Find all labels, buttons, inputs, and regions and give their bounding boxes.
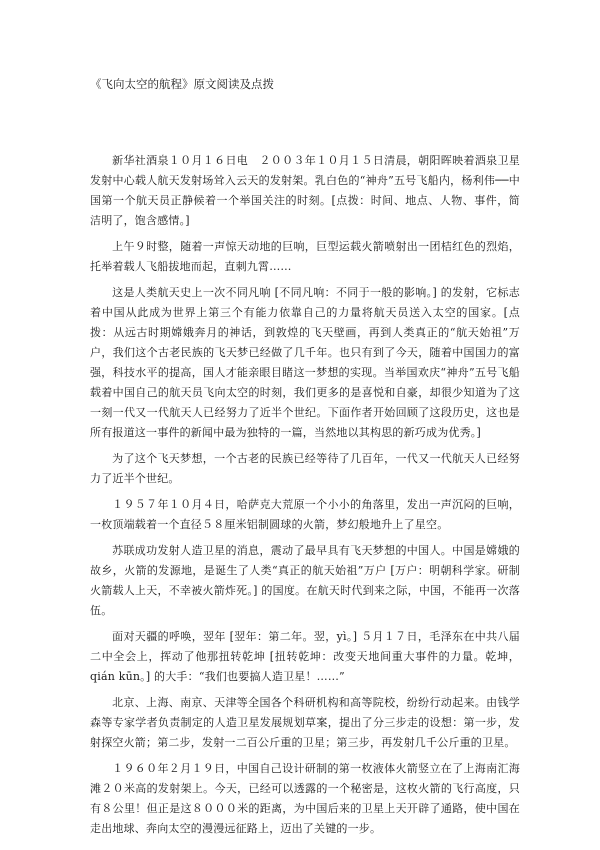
paragraph-text: １９６０年２月１９日，中国自己设计研制的第一枚液体火箭竖立在了上海南汇海滩２０米高的发射架上。今天，已经可以透露的一个秘密是，这枚火箭的飞行高度，只有８公里！但正是这８０００米的距离，为中国后来的卫星上天开辟了通路，使中国在走出地球、奔向太空的漫漫远征路上，迈出了关键的一步。 xyxy=(90,762,520,835)
paragraph-text: 上午９时整，随着一声惊天动地的巨响，巨型运载火箭喷射出一团桔红色的烈焰，托举着载人飞船拔地而起，直刺九霄…… xyxy=(90,240,520,273)
paragraph-6 xyxy=(90,541,520,621)
paragraph-text: 为了这个飞天梦想，一个古老的民族已经等待了几百年，一代又一代航天人已经努力了近半个世纪。 xyxy=(90,452,520,485)
paragraph-text: 这是人类航天史上一次不同凡响 [不同凡响：不同于一般的影响。] 的发射，它标志着中国从此成为世界上第三个有能力依靠自己的力量将航天员送入太空的国家。[点拨：从远古时期嫦娥奔月的神话，到敦煌的飞天壁画，再到人类真正的“航天始祖”万户，我们这个古老民族的飞天梦已经做了几千年。也只有到了今天，随着中国国力的富强，科技水平的提高，国人才能亲眼目睹这一梦想的实现。当举国欢庆“神舟”五号飞船载着中国自己的航天员飞向太空的时刻，我们更多的是喜悦和自豪，却很少知道为了这一刻一代又一代航天人已经努力了近半个世纪。下面作者开始回顾了这段历史，这也是所有报道这一事件的新闻中最为独特的一篇，当然地以其构思的新巧成为优秀。] xyxy=(90,286,520,439)
paragraph-text: １９５７年１０月４日，哈萨克大荒原一个小小的角落里，发出一声沉闷的巨响，一枚顶端载着一个直径５８厘米铝制圆球的火箭，梦幻般地升上了星空。 xyxy=(90,498,520,531)
paragraph-4 xyxy=(90,449,520,489)
paragraph-5 xyxy=(90,495,520,535)
paragraph-3 xyxy=(90,283,520,443)
paragraph-7 xyxy=(90,627,520,687)
paragraph-8 xyxy=(90,693,520,753)
document-title: 《飞向太空的航程》原文阅读及点拨 xyxy=(90,77,274,91)
paragraph-text: 面对天疆的呼唤，翌年 [翌年：第二年。翌，yì。] ５月１７日，毛泽东在中共八届二中全会上，挥动了他那扭转乾坤 [扭转乾坤：改变天地间重大事件的力量。乾坤，qián kūn。] 的大手：“我们也要搞人造卫星！……” xyxy=(90,630,520,683)
paragraph-9 xyxy=(90,759,520,839)
paragraph-text: 新华社酒泉１０月１６日电 ２００３年１０月１５日清晨，朝阳晖映着酒泉卫星发射中心载人航天发射场耸入云天的发射架。乳白色的“神舟”五号飞船内，杨利伟──中国第一个航天员正静候着一个举国关注的时刻。[点拨：时间、地点、人物、事件，简洁明了，饱含感情。] xyxy=(90,154,520,227)
paragraph-text: 苏联成功发射人造卫星的消息，震动了最早具有飞天梦想的中国人。中国是嫦娥的故乡，火箭的发源地，是诞生了人类“真正的航天始祖”万户 [万户：明朝科学家。研制火箭载人上天，不幸被火箭炸死。] 的国度。在航天时代到来之际，中国，不能再一次落伍。 xyxy=(90,544,520,617)
paragraph-text: 北京、上海、南京、天津等全国各个科研机构和高等院校，纷纷行动起来。由钱学森等专家学者负责制定的人造卫星发展规划草案，提出了分三步走的设想：第一步，发射探空火箭；第二步，发射一二百公斤重的卫星；第三步，再发射几千公斤重的卫星。 xyxy=(90,696,520,749)
paragraph-2 xyxy=(90,237,520,277)
paragraph-1 xyxy=(90,151,520,231)
